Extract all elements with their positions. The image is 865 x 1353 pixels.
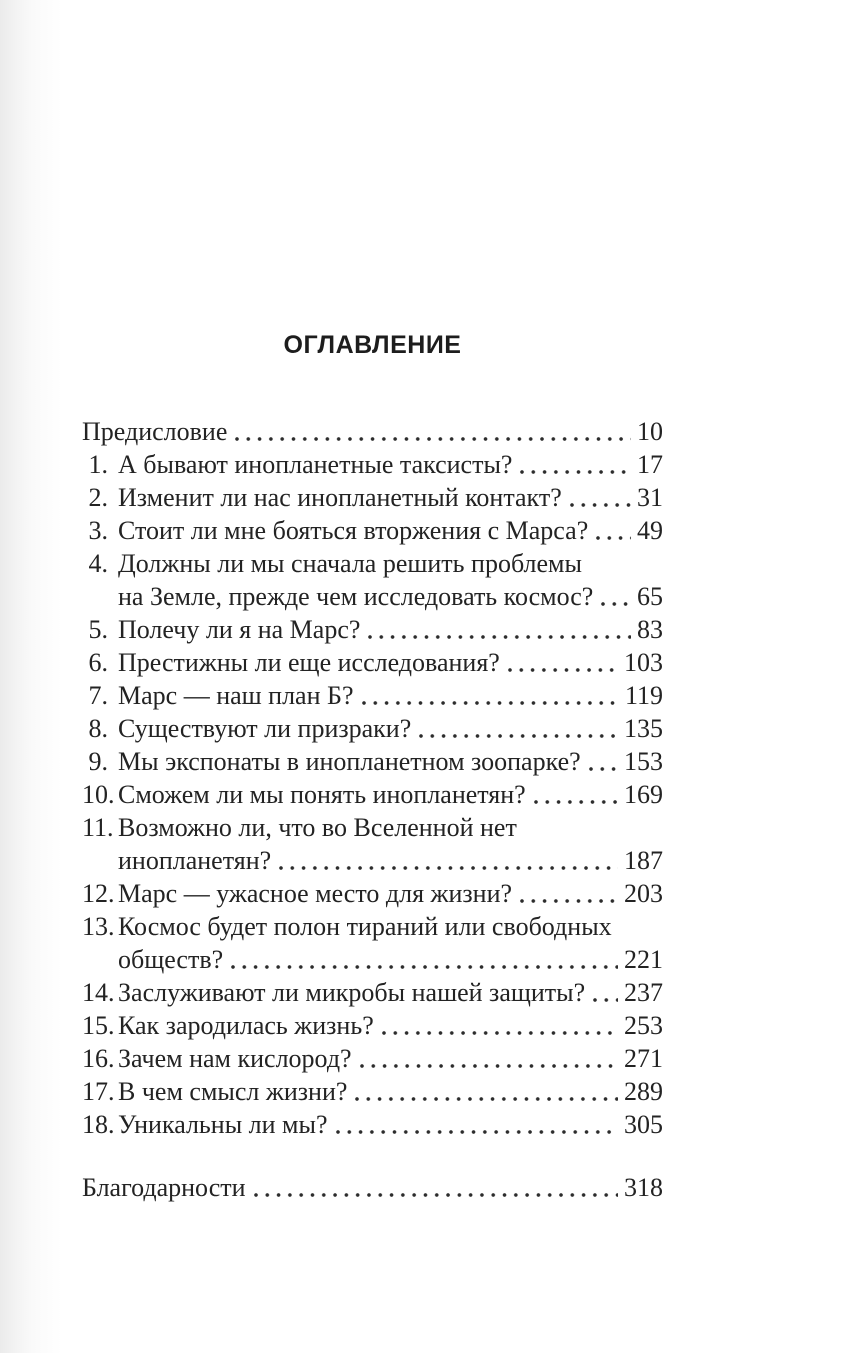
toc-entry-line [82, 778, 663, 811]
entry-text: Должны ли мы сначала решить проблемы [118, 549, 582, 578]
toc-entry-line [82, 877, 663, 910]
entry-page-number: 17 [637, 450, 663, 479]
entry-page-number: 65 [637, 582, 663, 611]
entry-page-number: 187 [624, 846, 663, 875]
entry-number: 12. [82, 879, 115, 908]
toc-entry-line [82, 976, 663, 1009]
entry-text: Стоит ли мне бояться вторжения с Марса? [118, 516, 589, 545]
entry-page-number: 135 [624, 714, 663, 743]
toc-entry-line [82, 415, 663, 448]
entry-page-number: 253 [624, 1011, 663, 1040]
entry-number: 15. [82, 1011, 115, 1040]
entry-number: 13. [82, 912, 115, 941]
toc-content [82, 331, 663, 1204]
entry-text: Марс — ужасное место для жизни? [118, 879, 513, 908]
entry-page-number: 289 [624, 1077, 663, 1106]
entry-page-number: 318 [624, 1173, 663, 1202]
entry-page-number: 169 [624, 780, 663, 809]
toc-entry-line [82, 646, 663, 679]
entry-text: Сможем ли мы понять инопланетян? [118, 780, 526, 809]
entry-text: Марс — наш план Б? [118, 681, 354, 710]
toc-entry-line [82, 448, 663, 481]
entry-page-number: 237 [624, 978, 663, 1007]
entry-text: на Земле, прежде чем исследовать космос? [118, 582, 594, 611]
toc-title: ОГЛАВЛЕНИЕ [283, 331, 462, 359]
toc-entry-line [82, 481, 663, 514]
entry-text: Мы экспонаты в инопланетном зоопарке? [118, 747, 581, 776]
entry-number: 17. [82, 1077, 115, 1106]
entry-text: Зачем нам кислород? [118, 1044, 352, 1073]
toc-entry-line [82, 547, 663, 580]
entry-page-number: 305 [624, 1110, 663, 1139]
entry-number: 8. [88, 714, 108, 743]
entry-number: 6. [88, 648, 108, 677]
entry-text: Предисловие [82, 417, 228, 446]
entry-text: Изменит ли нас инопланетный контакт? [118, 483, 562, 512]
toc-entry-line [82, 679, 663, 712]
entry-text: Уникальны ли мы? [118, 1110, 328, 1139]
toc-entry-line [82, 745, 663, 778]
entry-number: 14. [82, 978, 115, 1007]
toc-entry-line [82, 1171, 663, 1204]
entry-text: Полечу ли я на Марс? [118, 615, 361, 644]
entry-page-number: 203 [624, 879, 663, 908]
toc-entry-line [82, 613, 663, 646]
toc-entry-line [82, 712, 663, 745]
entry-text: Как зародилась жизнь? [118, 1011, 374, 1040]
entry-number: 2. [88, 483, 108, 512]
toc-entry-line [82, 1042, 663, 1075]
entry-number: 10. [82, 780, 115, 809]
toc-entry-line [82, 844, 663, 877]
toc-entry-line [82, 811, 663, 844]
entry-text: Возможно ли, что во Вселенной нет [118, 813, 517, 842]
entry-number: 11. [82, 813, 114, 842]
page-gutter-shadow [0, 0, 62, 1353]
entry-text: В чем смысл жизни? [118, 1077, 348, 1106]
toc-entry-line [82, 580, 663, 613]
entry-number: 9. [88, 747, 108, 776]
entry-page-number: 83 [637, 615, 663, 644]
entry-page-number: 31 [637, 483, 663, 512]
entry-text: Престижны ли еще исследования? [118, 648, 500, 677]
entry-text: Заслуживают ли микробы нашей защиты? [118, 978, 586, 1007]
entry-text: обществ? [118, 945, 224, 974]
toc-entry-line [82, 1075, 663, 1108]
toc-entry-line [82, 514, 663, 547]
entry-number: 16. [82, 1044, 115, 1073]
entry-text: Благодарности [82, 1173, 246, 1202]
entry-number: 18. [82, 1110, 115, 1139]
toc-entry-line [82, 1108, 663, 1141]
toc-entry-line [82, 910, 663, 943]
entry-text: А бывают инопланетные таксисты? [118, 450, 513, 479]
toc-list [82, 415, 663, 1204]
toc-entry-line [82, 1009, 663, 1042]
entry-page-number: 271 [624, 1044, 663, 1073]
entry-text: Существуют ли призраки? [118, 714, 412, 743]
entry-number: 4. [88, 549, 108, 578]
entry-text: инопланетян? [118, 846, 272, 875]
entry-page-number: 49 [637, 516, 663, 545]
entry-number: 5. [88, 615, 108, 644]
entry-number: 7. [88, 681, 108, 710]
entry-page-number: 153 [624, 747, 663, 776]
entry-number: 3. [88, 516, 108, 545]
entry-page-number: 10 [637, 417, 663, 446]
entry-text: Космос будет полон тираний или свободных [118, 912, 612, 941]
entry-page-number: 103 [624, 648, 663, 677]
toc-entry-line [82, 943, 663, 976]
entry-number: 1. [88, 450, 108, 479]
entry-page-number: 119 [624, 681, 663, 710]
entry-page-number: 221 [624, 945, 663, 974]
